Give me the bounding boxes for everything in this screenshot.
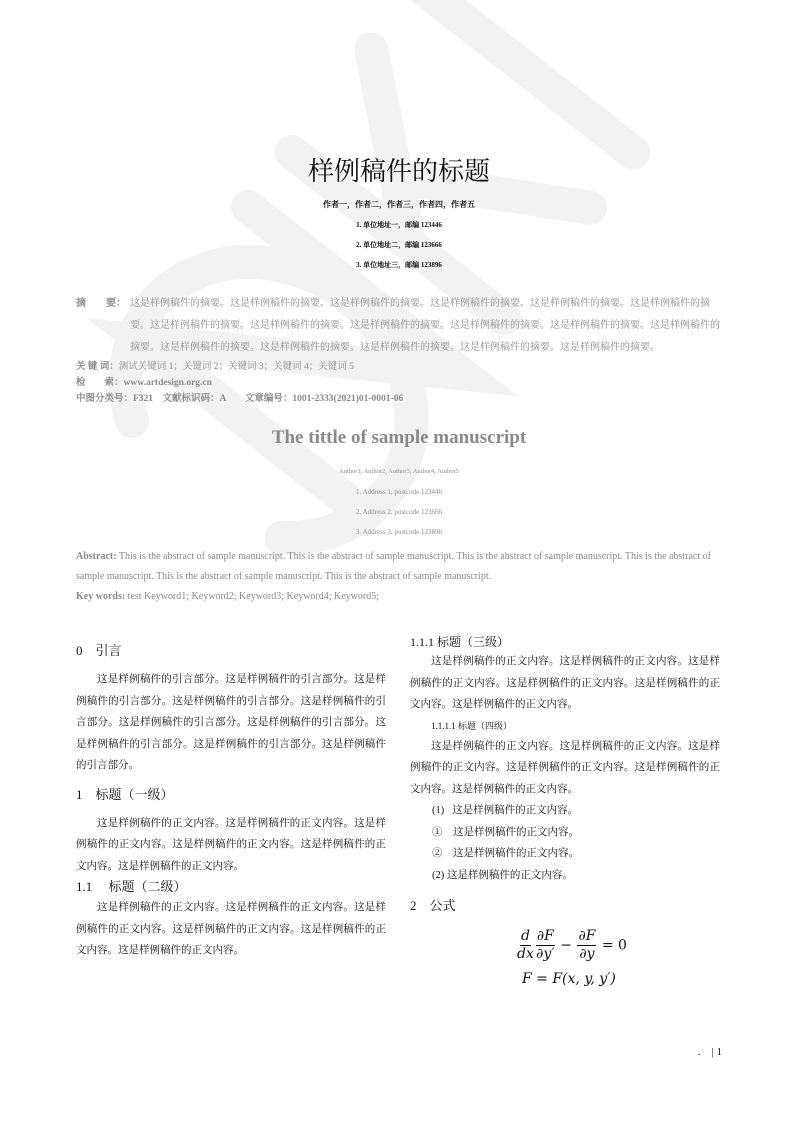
heading-introduction: 0 引言	[76, 643, 122, 658]
keywords-cn-label: 关 键 词：	[76, 362, 119, 372]
eq-rhs: = 0	[601, 937, 627, 954]
keywords-cn	[76, 359, 722, 375]
address-cn-3: 3. 单位地址三，邮编 123896	[356, 261, 442, 269]
list-text: 这是样例稿件的正文内容。	[453, 826, 579, 838]
keywords-en-text: test Keyword1; Keyword2; Keyword3; Keyword4; Keyword5;	[125, 591, 380, 602]
keywords-cn-text: 测试关键词 1；关键词 2；关键词 3；关键词 4；关键词 5	[118, 362, 354, 372]
eq-den-dy: ∂y	[579, 946, 595, 962]
body-columns	[76, 633, 722, 991]
level2-text: 这是样例稿件的正文内容。这是样例稿件的正文内容。这是样例稿件的正文内容。这是样例稿件的正文内容。这是样例稿件的正文内容。这是样例稿件的正文内容。	[76, 902, 386, 956]
list-item	[410, 843, 720, 865]
heading-level4: 1.1.1.1 标题（四级）	[431, 720, 513, 731]
abstract-cn-text: 这是样例稿件的摘要。这是样例稿件的摘要。这是样例稿件的摘要。这是样例稿件的摘要。这是样例稿件的摘要。这是样例稿件的摘要。这是样例稿件的摘要。这是样例稿件的摘要。这是样例稿件的摘要。这是样例稿件的摘要。这是样例稿件的摘要。这是样例稿件的摘要。这是样例稿件的摘要。这是样例稿件的摘要。这是样例稿件的摘要。这是样例稿件的摘要。这是样例稿件的摘要。	[130, 298, 720, 353]
address-en-3: 3. Address 3, postcode 123896	[356, 528, 442, 536]
equation-euler-lagrange	[410, 928, 720, 963]
level1-text: 这是样例稿件的正文内容。这是样例稿件的正文内容。这是样例稿件的正文内容。这是样例稿件的正文内容。这是样例稿件的正文内容。这是样例稿件的正文内容。	[76, 817, 386, 872]
level3-text: 这是样例稿件的正文内容。这是样例稿件的正文内容。这是样例稿件的正文内容。这是样例稿件的正文内容。这是样例稿件的正文内容。这是样例稿件的正文内容。	[410, 656, 720, 710]
abstract-cn-label: 摘 要：	[76, 298, 126, 309]
list-item	[410, 800, 720, 822]
heading-level1: 1 标题（一级）	[76, 786, 174, 802]
title-en: The tittle of sample manuscript	[271, 427, 527, 448]
list-marker: (1)	[432, 805, 445, 816]
eq-num-d: d	[520, 928, 530, 944]
list-text: 这是样例稿件的正文内容。	[446, 869, 573, 881]
abstract-cn	[76, 293, 722, 359]
authors-en: Author1, Author2, Author3, Author4, Author5	[339, 468, 459, 475]
address-en-1: 1. Address 1, postcode 123446	[356, 488, 442, 496]
eq-minus: −	[560, 937, 572, 954]
equation-f-definition: F = F(x, y, y′)	[522, 971, 616, 987]
classification: 中图分类号：F321 文献标识码：A 文章编号：1001-2333(2021)01-0001-06	[76, 394, 404, 404]
heading-level3: 1.1.1 标题（三级）	[410, 635, 510, 649]
eq-den-dx: dx	[517, 946, 534, 962]
eq-num-dF2: ∂F	[578, 928, 596, 944]
page-number: . | 1	[697, 1046, 722, 1058]
list-text: 这是样例稿件的正文内容。	[452, 805, 579, 816]
address-cn-1: 1. 单位地址一，邮编 123446	[356, 221, 442, 229]
abstract-en-label: Abstract:	[76, 551, 117, 562]
address-en-2: 2. Address 2, postcode 123666	[356, 508, 442, 516]
introduction-text: 这是样例稿件的引言部分。这是样例稿件的引言部分。这是样例稿件的引言部分。这是样例稿件的引言部分。这是样例稿件的引言部分。这是样例稿件的引言部分。这是样例稿件的引言部分。这是样例稿件的引言部分。这是样例稿件的引言部分。这是样例稿件的引言部分。	[76, 674, 386, 771]
abstract-en	[76, 547, 722, 607]
authors-cn: 作者一，作者二，作者三，作者四，作者五	[323, 200, 475, 209]
list-marker: ①	[432, 826, 443, 838]
title-cn: 样例稿件的标题	[307, 157, 490, 186]
heading-level2: 1.1 标题（二级）	[76, 879, 187, 894]
address-cn-2: 2. 单位地址二，邮编 123666	[356, 241, 442, 249]
heading-formula: 2 公式	[410, 898, 456, 913]
search-cn	[76, 375, 722, 391]
search-url[interactable]: www.artdesign.org.cn	[123, 378, 212, 388]
list-item	[410, 865, 720, 887]
list-marker: ②	[432, 848, 443, 859]
eq-den-dyp: ∂y′	[536, 946, 555, 962]
list-marker: (2)	[432, 869, 445, 881]
keywords-en-label: Key words:	[76, 591, 126, 602]
abstract-en-text: This is the abstract of sample manuscript. This is the abstract of sample manuscript. This is the abstract of sample manuscript. This is the abstract of sample manuscript. This is the abstract of sample manuscript. This is the abstract of sample manuscript.	[76, 551, 711, 582]
search-label: 检 索：	[76, 378, 124, 388]
list-text: 这是样例稿件的正文内容。	[453, 848, 579, 859]
list-item	[410, 822, 720, 844]
right-column	[410, 633, 720, 991]
left-column	[76, 633, 386, 991]
level4-text: 这是样例稿件的正文内容。这是样例稿件的正文内容。这是样例稿件的正文内容。这是样例稿件的正文内容。这是样例稿件的正文内容。这是样例稿件的正文内容。	[410, 740, 720, 795]
eq-num-dF: ∂F	[536, 928, 554, 944]
